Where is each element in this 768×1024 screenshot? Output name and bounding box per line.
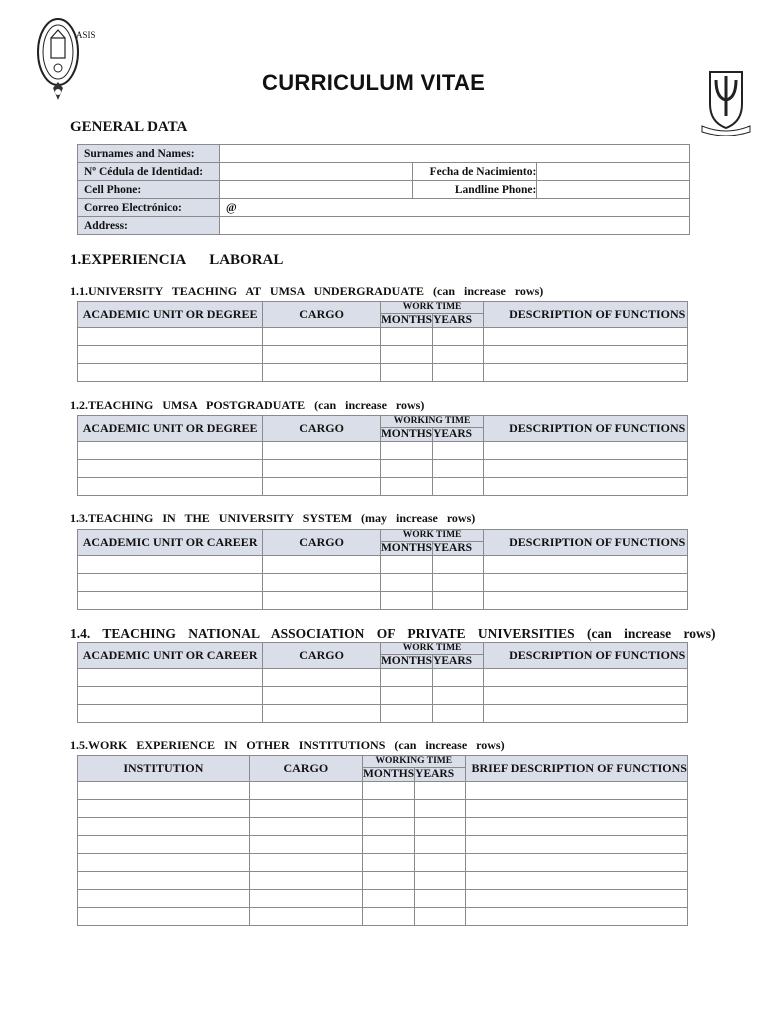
years-cell[interactable] xyxy=(433,364,484,382)
years-cell[interactable] xyxy=(433,346,484,364)
unit-cell[interactable] xyxy=(78,800,250,818)
birth-date-label: Fecha de Nacimiento: xyxy=(413,163,537,181)
email-field[interactable]: @ xyxy=(219,199,689,217)
months-cell[interactable] xyxy=(363,872,415,890)
table-row xyxy=(78,364,688,382)
cargo-cell[interactable] xyxy=(263,574,381,592)
table-header-row xyxy=(78,530,688,542)
years-cell[interactable] xyxy=(415,782,465,800)
col-description-header: BRIEF DESCRIPTION OF FUNCTIONS xyxy=(465,756,688,782)
unit-cell[interactable] xyxy=(78,478,263,496)
table-row xyxy=(78,346,688,364)
col-description-header: DESCRIPTION OF FUNCTIONS xyxy=(484,643,688,669)
col-years-header: YEARS xyxy=(433,655,484,669)
description-cell[interactable] xyxy=(484,364,688,382)
section-title: 1.2.TEACHING UMSA POSTGRADUATE (can increase rows) xyxy=(70,398,425,412)
experience-heading-part2: LABORAL xyxy=(209,252,284,268)
section-title: 1.5.WORK EXPERIENCE IN OTHER INSTITUTIONS (can increase rows) xyxy=(70,738,505,752)
unit-cell[interactable] xyxy=(78,782,250,800)
table-row xyxy=(78,854,688,872)
years-cell[interactable] xyxy=(433,328,484,346)
years-cell[interactable] xyxy=(433,460,484,478)
cargo-cell[interactable] xyxy=(249,782,362,800)
ci-label: Nº Cédula de Identidad: xyxy=(78,163,220,181)
table-row xyxy=(78,836,688,854)
years-cell[interactable] xyxy=(415,836,465,854)
unit-cell[interactable] xyxy=(78,854,250,872)
months-cell[interactable] xyxy=(380,687,432,705)
col-time-header: WORK TIME xyxy=(380,643,483,655)
unit-cell[interactable] xyxy=(78,328,263,346)
table-row xyxy=(78,592,688,610)
surnames-label: Surnames and Names: xyxy=(78,145,220,163)
table-row xyxy=(78,687,688,705)
experience-table xyxy=(77,301,688,382)
table-row xyxy=(78,556,688,574)
cargo-cell[interactable] xyxy=(249,818,362,836)
months-cell[interactable] xyxy=(363,908,415,926)
unit-cell[interactable] xyxy=(78,818,250,836)
unit-cell[interactable] xyxy=(78,908,250,926)
table-row xyxy=(78,163,690,181)
months-cell[interactable] xyxy=(363,818,415,836)
table-row xyxy=(78,145,690,163)
years-cell[interactable] xyxy=(433,574,484,592)
cargo-cell[interactable] xyxy=(249,890,362,908)
col-description-header: DESCRIPTION OF FUNCTIONS xyxy=(484,530,688,556)
general-data-table xyxy=(77,144,690,235)
cargo-cell[interactable] xyxy=(249,836,362,854)
col-time-header: WORK TIME xyxy=(380,530,483,542)
table-row xyxy=(78,800,688,818)
years-cell[interactable] xyxy=(415,890,465,908)
years-cell[interactable] xyxy=(433,705,484,723)
col-months-header: MONTHS xyxy=(380,655,433,667)
table-row xyxy=(78,199,690,217)
years-cell[interactable] xyxy=(433,478,484,496)
table-row xyxy=(78,442,688,460)
col-months-header: MONTHS xyxy=(363,768,415,780)
cargo-cell[interactable] xyxy=(263,669,381,687)
page-title: CURRICULUM VITAE xyxy=(262,70,486,95)
landline-label: Landline Phone: xyxy=(413,181,537,199)
col-cargo-header: CARGO xyxy=(263,302,381,328)
months-cell[interactable] xyxy=(380,592,432,610)
description-cell[interactable] xyxy=(484,328,688,346)
unit-cell[interactable] xyxy=(78,364,263,382)
cargo-cell[interactable] xyxy=(263,705,381,723)
table-row xyxy=(78,818,688,836)
description-cell[interactable] xyxy=(465,800,688,818)
unit-cell[interactable] xyxy=(78,574,263,592)
table-row xyxy=(78,890,688,908)
description-cell[interactable] xyxy=(484,478,688,496)
unit-cell[interactable] xyxy=(78,872,250,890)
cargo-cell[interactable] xyxy=(263,592,381,610)
col-months-header: MONTHS xyxy=(380,314,433,326)
address-label: Address: xyxy=(78,217,220,235)
table-row xyxy=(78,574,688,592)
table-row xyxy=(78,782,688,800)
col-cargo-header: CARGO xyxy=(263,416,381,442)
birth-date-field[interactable] xyxy=(537,163,690,181)
unit-cell[interactable] xyxy=(78,460,263,478)
table-row xyxy=(78,181,690,199)
col-unit-header: ACADEMIC UNIT OR CAREER xyxy=(78,530,263,556)
description-cell[interactable] xyxy=(484,460,688,478)
col-cargo-header: CARGO xyxy=(263,530,381,556)
cargo-cell[interactable] xyxy=(263,328,381,346)
years-cell[interactable] xyxy=(415,818,465,836)
years-cell[interactable] xyxy=(415,800,465,818)
col-years-header: YEARS xyxy=(415,768,465,782)
cargo-cell[interactable] xyxy=(263,346,381,364)
col-time-header: WORKING TIME xyxy=(363,756,465,768)
description-cell[interactable] xyxy=(465,890,688,908)
cargo-cell[interactable] xyxy=(249,872,362,890)
table-row xyxy=(78,908,688,926)
col-years-header: YEARS xyxy=(433,542,484,556)
col-unit-header: ACADEMIC UNIT OR CAREER xyxy=(78,643,263,669)
general-data-heading: GENERAL DATA xyxy=(70,119,188,135)
cargo-cell[interactable] xyxy=(263,478,381,496)
experience-heading xyxy=(70,252,283,269)
description-cell[interactable] xyxy=(465,818,688,836)
years-cell[interactable] xyxy=(433,687,484,705)
months-cell[interactable] xyxy=(363,836,415,854)
years-cell[interactable] xyxy=(433,556,484,574)
logo-left-text: ASIS xyxy=(76,30,96,40)
unit-cell[interactable] xyxy=(78,346,263,364)
col-description-header: DESCRIPTION OF FUNCTIONS xyxy=(484,416,688,442)
section-title: 1.4. TEACHING NATIONAL ASSOCIATION OF PRIVATE UNIVERSITIES (can increase rows) xyxy=(70,626,716,641)
description-cell[interactable] xyxy=(484,346,688,364)
months-cell[interactable] xyxy=(380,364,432,382)
unit-cell[interactable] xyxy=(78,669,263,687)
months-cell[interactable] xyxy=(380,478,432,496)
cargo-cell[interactable] xyxy=(249,800,362,818)
surnames-field[interactable] xyxy=(219,145,689,163)
description-cell[interactable] xyxy=(484,556,688,574)
months-cell[interactable] xyxy=(380,346,432,364)
years-cell[interactable] xyxy=(415,908,465,926)
landline-field[interactable] xyxy=(537,181,690,199)
col-months-header: MONTHS xyxy=(380,542,433,554)
cargo-cell[interactable] xyxy=(263,556,381,574)
unit-cell[interactable] xyxy=(78,890,250,908)
description-cell[interactable] xyxy=(484,669,688,687)
unit-cell[interactable] xyxy=(78,836,250,854)
cell-phone-label: Cell Phone: xyxy=(78,181,220,199)
description-cell[interactable] xyxy=(484,574,688,592)
col-months-header: MONTHS xyxy=(380,428,433,440)
months-cell[interactable] xyxy=(380,669,432,687)
table-row xyxy=(78,872,688,890)
months-cell[interactable] xyxy=(380,705,432,723)
table-header-row xyxy=(78,643,688,655)
description-cell[interactable] xyxy=(465,908,688,926)
months-cell[interactable] xyxy=(363,800,415,818)
experience-table xyxy=(77,529,688,610)
table-header-row xyxy=(78,302,688,314)
email-label: Correo Electrónico: xyxy=(78,199,220,217)
col-years-header: YEARS xyxy=(433,428,484,442)
col-unit-header: ACADEMIC UNIT OR DEGREE xyxy=(78,302,263,328)
col-time-header: WORK TIME xyxy=(380,302,483,314)
months-cell[interactable] xyxy=(380,442,432,460)
table-row xyxy=(78,705,688,723)
table-row xyxy=(78,217,690,235)
description-cell[interactable] xyxy=(484,442,688,460)
col-unit-header: ACADEMIC UNIT OR DEGREE xyxy=(78,416,263,442)
experience-table xyxy=(77,415,688,496)
experience-table xyxy=(77,755,688,926)
col-cargo-header: CARGO xyxy=(249,756,362,782)
unit-cell[interactable] xyxy=(78,442,263,460)
experience-heading-part1: 1.EXPERIENCIA xyxy=(70,252,186,268)
description-cell[interactable] xyxy=(484,592,688,610)
months-cell[interactable] xyxy=(363,854,415,872)
cargo-cell[interactable] xyxy=(249,908,362,926)
section-title: 1.3.TEACHING IN THE UNIVERSITY SYSTEM (may increase rows) xyxy=(70,511,476,525)
cargo-cell[interactable] xyxy=(263,460,381,478)
col-years-header: YEARS xyxy=(433,314,484,328)
months-cell[interactable] xyxy=(380,460,432,478)
table-row xyxy=(78,478,688,496)
col-cargo-header: CARGO xyxy=(263,643,381,669)
months-cell[interactable] xyxy=(363,890,415,908)
years-cell[interactable] xyxy=(433,669,484,687)
ci-field[interactable] xyxy=(219,163,413,181)
table-row xyxy=(78,328,688,346)
description-cell[interactable] xyxy=(465,872,688,890)
cargo-cell[interactable] xyxy=(249,854,362,872)
description-cell[interactable] xyxy=(465,836,688,854)
unit-cell[interactable] xyxy=(78,556,263,574)
years-cell[interactable] xyxy=(415,854,465,872)
col-time-header: WORKING TIME xyxy=(380,416,483,428)
months-cell[interactable] xyxy=(380,328,432,346)
years-cell[interactable] xyxy=(433,592,484,610)
psychology-emblem-logo xyxy=(700,70,752,136)
description-cell[interactable] xyxy=(465,854,688,872)
months-cell[interactable] xyxy=(380,556,432,574)
cargo-cell[interactable] xyxy=(263,442,381,460)
table-header-row xyxy=(78,416,688,428)
unit-cell[interactable] xyxy=(78,592,263,610)
months-cell[interactable] xyxy=(380,574,432,592)
description-cell[interactable] xyxy=(484,705,688,723)
table-row xyxy=(78,669,688,687)
col-description-header: DESCRIPTION OF FUNCTIONS xyxy=(484,302,688,328)
years-cell[interactable] xyxy=(433,442,484,460)
table-row xyxy=(78,460,688,478)
unit-cell[interactable] xyxy=(78,705,263,723)
description-cell[interactable] xyxy=(484,687,688,705)
cell-phone-field[interactable] xyxy=(219,181,413,199)
table-header-row xyxy=(78,756,688,768)
col-unit-header: INSTITUTION xyxy=(78,756,250,782)
unit-cell[interactable] xyxy=(78,687,263,705)
section-title: 1.1.UNIVERSITY TEACHING AT UMSA UNDERGRADUATE (can increase rows) xyxy=(70,284,544,298)
description-cell[interactable] xyxy=(465,782,688,800)
months-cell[interactable] xyxy=(363,782,415,800)
cargo-cell[interactable] xyxy=(263,364,381,382)
address-field[interactable] xyxy=(219,217,689,235)
cargo-cell[interactable] xyxy=(263,687,381,705)
years-cell[interactable] xyxy=(415,872,465,890)
experience-table xyxy=(77,642,688,723)
